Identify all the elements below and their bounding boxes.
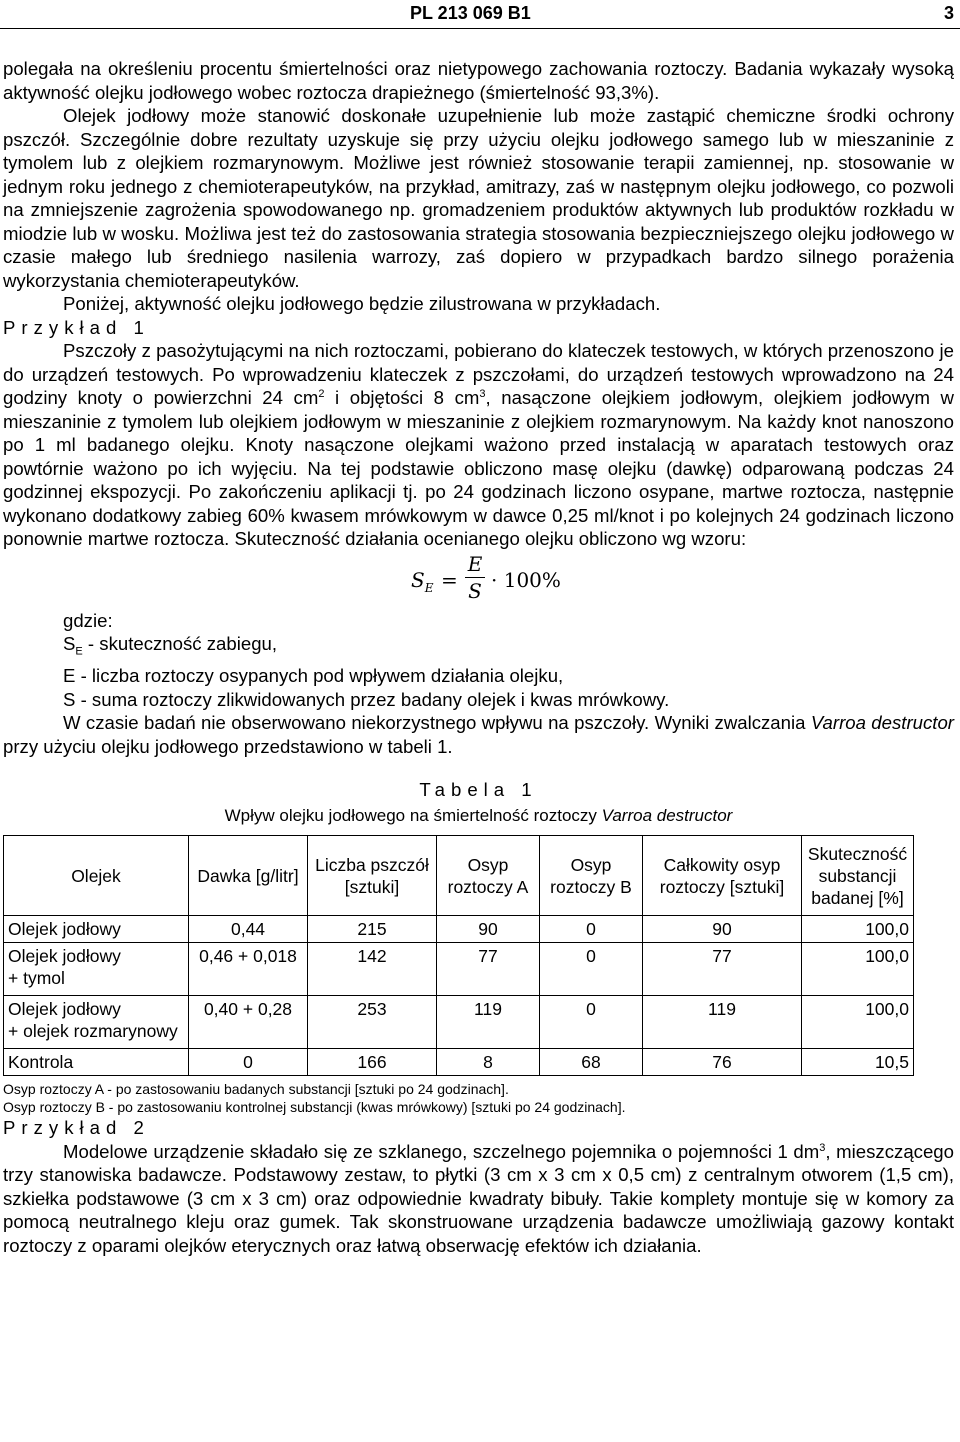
table-cell: 253 bbox=[308, 996, 437, 1049]
page-number: 3 bbox=[943, 3, 954, 23]
table-cell: 166 bbox=[308, 1049, 437, 1076]
table-cell: 0 bbox=[540, 996, 643, 1049]
formula-numerator: E bbox=[465, 551, 485, 578]
page-header bbox=[0, 0, 960, 29]
table-row bbox=[4, 916, 914, 943]
col-header-total-fall: Całkowity osyp roztoczy [sztuki] bbox=[643, 836, 802, 916]
table-caption: Wpływ olejku jodłowego na śmiertelność roztoczy Varroa destructor bbox=[224, 805, 733, 825]
table-row bbox=[4, 943, 914, 996]
table-cell: 90 bbox=[437, 916, 540, 943]
table-footnotes bbox=[3, 1080, 954, 1116]
table-cell: Kontrola bbox=[4, 1049, 189, 1076]
table-cell: Olejek jodłowy + olejek rozmarynowy bbox=[4, 996, 189, 1049]
paragraph-6: Modelowe urządzenie składało się ze szklanego, szczelnego pojemnika o pojemności 1 $dm^3$, mieszczącego trzy stanowiska badawcze. Podstawowy zestaw, to płytki (3 cm x 3 cm x 0,5 cm) z centralnym otworem (1,5 cm), szkiełka podstawowe (3 cm x 3 cm) oraz odpowiednie kwadraty bibuły. Takie komplety montuje się w komory za pomocą neutralnego kleju oraz gumek. Tak skonstruowane urządzenia badawcze umożliwiają gazowy kontakt roztoczy z oparami olejków eterycznych oraz łatwą obserwację efektów ich działania. bbox=[3, 1140, 954, 1256]
table-cell: Olejek jodłowy + tymol bbox=[4, 943, 189, 996]
table-cell: 0 bbox=[540, 916, 643, 943]
table-cell: 119 bbox=[437, 996, 540, 1049]
footnote-a: Osyp roztoczy A - po zastosowaniu badanych substancji [sztuki po 24 godzinach]. bbox=[3, 1081, 509, 1098]
footnote-b: Osyp roztoczy B - po zastosowaniu kontrolnej substancji (kwas mrówkowy) [sztuki po 24 godzinach]. bbox=[3, 1099, 626, 1116]
table-cell: 0,46 + 0,018 bbox=[189, 943, 308, 996]
table-cell: 215 bbox=[308, 916, 437, 943]
example-1-heading: Przykład 1 bbox=[3, 316, 150, 338]
table-cell: 90 bbox=[643, 916, 802, 943]
table-cell: 8 bbox=[437, 1049, 540, 1076]
table-cell: 77 bbox=[437, 943, 540, 996]
legend-s: S - suma roztoczy zlikwidowanych przez badany olejek i kwas mrówkowy. bbox=[63, 688, 670, 710]
document-body bbox=[3, 57, 954, 1257]
formula-equals: = bbox=[441, 567, 458, 592]
formula-denominator: S bbox=[468, 578, 482, 603]
results-table bbox=[3, 835, 914, 1076]
legend-e: E - liczba roztoczy osypanych pod wpływem działania olejku, bbox=[63, 665, 564, 687]
paragraph-5: W czasie badań nie obserwowano niekorzystnego wpływu na pszczoły. Wyniki zwalczania Varroa destructor przy użyciu olejku jodłowego przedstawiono w tabeli 1. bbox=[3, 712, 954, 757]
legend-intro: gdzie: bbox=[63, 609, 113, 631]
table-cell: Olejek jodłowy bbox=[4, 916, 189, 943]
table-row bbox=[4, 996, 914, 1049]
legend-se: $S_E$ - skuteczność zabiegu, bbox=[63, 633, 278, 658]
efficacy-formula bbox=[3, 551, 954, 609]
table-cell: 68 bbox=[540, 1049, 643, 1076]
table-cell: 0,44 bbox=[189, 916, 308, 943]
paragraph-3: Poniżej, aktywność olejku jodłowego będzie zilustrowana w przykładach. bbox=[63, 293, 661, 314]
table-cell: 10,5 bbox=[802, 1049, 914, 1076]
formula-fraction bbox=[465, 551, 485, 604]
table-title: Tabela 1 bbox=[419, 779, 538, 801]
table-cell: 76 bbox=[643, 1049, 802, 1076]
col-header-fall-b: Osyp roztoczy B bbox=[540, 836, 643, 916]
paragraph-2: Olejek jodłowy może stanowić doskonałe uzupełnienie lub może zastąpić chemiczne środki ochrony pszczół. Szczególnie dobre rezultaty uzyskuje się przy użyciu olejku jodłowego samego lub w mieszaninie z tymolem lub z olejkiem rozmarynowym. Możliwe jest również stosowanie terapii zamiennej, np. stosowanie w jednym roku jednego z chemioterapeutyków, na przykład, amitrazy, zaś w następnym olejku jodłowego, co pozwoli na zmniejszenie zagrożenia spowodowanego np. gromadzeniem produktów aktywnych lub produktów rozkładu w miodzie lub w wosku. Możliwa jest też do zastosowania strategia stosowania bezpieczniejszego olejku jodłowego w czasie małego lub średniego nasilenia warrozy, zaś dopiero w przypadkach bardzo silnego porażenia wykorzystania chemioterapeutyków. bbox=[3, 105, 954, 291]
col-header-efficacy: Skuteczność substancji badanej [%] bbox=[802, 836, 914, 916]
col-header-oil: Olejek bbox=[4, 836, 189, 916]
table-header-row bbox=[4, 836, 914, 916]
table-cell: 77 bbox=[643, 943, 802, 996]
table-cell: 100,0 bbox=[802, 996, 914, 1049]
col-header-bees: Liczba pszczół [sztuki] bbox=[308, 836, 437, 916]
table-cell: 0,40 + 0,28 bbox=[189, 996, 308, 1049]
table-cell: 100,0 bbox=[802, 943, 914, 996]
paragraph-4: Pszczoły z pasożytującymi na nich roztoczami, pobierano do klateczek testowych, w których przenoszono je do urządzeń testowych. Po wprowadzeniu klateczek z pszczołami, do urządzeń testowych wprowadzono na 24 godziny knoty o powierzchni 24 $cm^2$ i objętości 8 $cm^3$, nasączone olejkiem jodłowym, olejkiem jodłowym w mieszaninie z tymolem lub olejkiem jodłowym w mieszaninie z olejkiem rozmarynowym. Na każdy knot nanoszono po 1 ml badanego olejku. Knoty nasączone olejkami ważono przed instalacją w aparatach testowych oraz powtórnie ważono po ich wyjęciu. Na tej podstawie obliczono masę olejku (dawkę) odparowaną podczas 24 godzinnej ekspozycji. Po zakończeniu aplikacji tj. po 24 godzinach liczono osypane, martwe roztocza, następnie wykonano dodatkowy zabieg 60% kwasem mrówkowym w dawce 0,25 ml/knot i po kolejnych 24 godzinach liczono ponownie martwe roztocza. Skuteczność działania ocenianego olejku obliczono wg wzoru: bbox=[3, 340, 954, 549]
paragraph-1: polegała na określeniu procentu śmiertelności oraz nietypowego zachowania roztoczy. Badania wykazały wysoką aktywność olejku jodłowego wobec roztocza drapieżnego (śmiertelność 93,3%). bbox=[3, 58, 954, 103]
example-2-heading: Przykład 2 bbox=[3, 1117, 150, 1139]
col-header-fall-a: Osyp roztoczy A bbox=[437, 836, 540, 916]
formula-lhs: $S_E$ bbox=[411, 567, 434, 595]
col-header-dose: Dawka [g/litr] bbox=[189, 836, 308, 916]
table-cell: 142 bbox=[308, 943, 437, 996]
table-cell: 100,0 bbox=[802, 916, 914, 943]
table-row bbox=[4, 1049, 914, 1076]
formula-multiplier: · 100% bbox=[491, 567, 561, 592]
table-cell: 0 bbox=[189, 1049, 308, 1076]
table-cell: 119 bbox=[643, 996, 802, 1049]
table-cell: 0 bbox=[540, 943, 643, 996]
publication-number: PL 213 069 B1 bbox=[410, 3, 531, 23]
